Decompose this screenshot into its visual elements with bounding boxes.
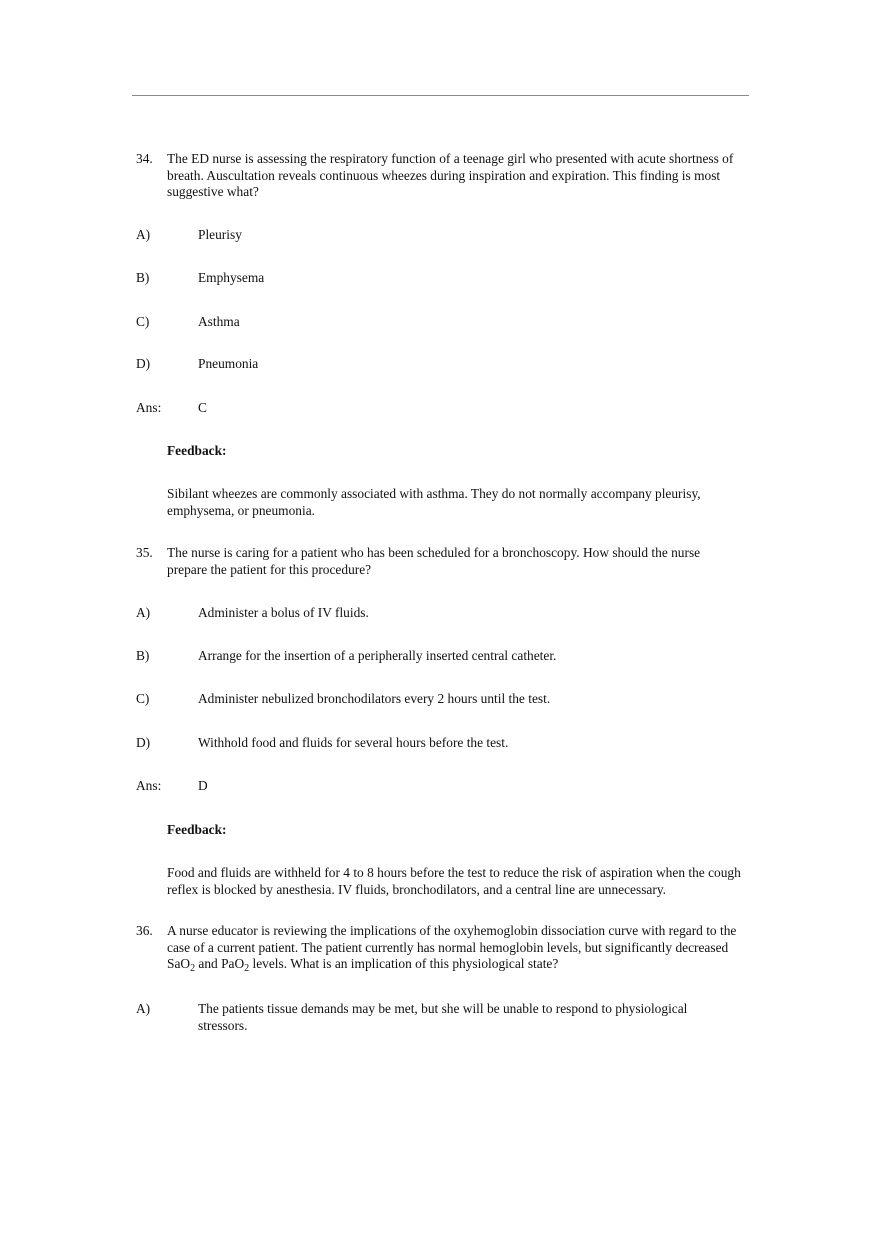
option-letter: B) (136, 648, 150, 663)
question-text-part: levels. What is an implication of this physiological state? (249, 956, 559, 971)
option-text: Pneumonia (198, 356, 259, 371)
question-text: The nurse is caring for a patient who has been scheduled for a bronchoscopy. How should the nurse prepare the patient for this procedure? (167, 545, 701, 577)
subscript: 2 (190, 963, 196, 974)
option-text: Administer nebulized bronchodilators every 2 hours until the test. (198, 691, 551, 706)
answer-value: C (198, 400, 207, 415)
option-letter: A) (136, 605, 151, 620)
question-number: 36. (136, 923, 153, 938)
subscript: 2 (244, 963, 250, 974)
option-letter: B) (136, 270, 150, 285)
question-text (167, 923, 742, 973)
feedback-heading: Feedback: (167, 822, 227, 837)
option-letter: C) (136, 691, 150, 706)
option-text: Asthma (198, 314, 240, 329)
option-text: Arrange for the insertion of a peripherally inserted central catheter. (198, 648, 557, 663)
feedback-heading: Feedback: (167, 443, 227, 458)
option-letter: D) (136, 735, 151, 750)
answer-value: D (198, 778, 208, 793)
option-text: The patients tissue demands may be met, but she will be unable to respond to physiological stressors. (198, 1001, 688, 1033)
option-letter: A) (136, 227, 151, 242)
option-text: Administer a bolus of IV fluids. (198, 605, 369, 620)
answer-label: Ans: (136, 400, 162, 415)
option-letter: D) (136, 356, 151, 371)
question-text-part: and PaO (195, 956, 245, 971)
option-text: Emphysema (198, 270, 265, 285)
option-letter: C) (136, 314, 150, 329)
option-text: Pleurisy (198, 227, 242, 242)
question-number: 34. (136, 151, 153, 166)
feedback-text: Sibilant wheezes are commonly associated with asthma. They do not normally accompany pleurisy, emphysema, or pneumonia. (167, 486, 701, 518)
feedback-text: Food and fluids are withheld for 4 to 8 hours before the test to reduce the risk of aspiration when the cough reflex is blocked by anesthesia. IV fluids, bronchodilators, and a central line are unnecessary. (167, 865, 741, 897)
option-text: Withhold food and fluids for several hours before the test. (198, 735, 509, 750)
option-letter: A) (136, 1001, 151, 1016)
question-text: The ED nurse is assessing the respiratory function of a teenage girl who presented with acute shortness of breath. Auscultation reveals continuous wheezes during inspiration and expiration. This finding is most suggestive what? (167, 151, 734, 199)
question-number: 35. (136, 545, 153, 560)
question-text-part: A nurse educator is reviewing the implications of the oxyhemoglobin dissociation curve with regard to the case of a current patient. The patient currently has normal hemoglobin levels, but significantly decreased SaO (167, 923, 737, 971)
header-rule (132, 95, 749, 96)
answer-label: Ans: (136, 778, 162, 793)
